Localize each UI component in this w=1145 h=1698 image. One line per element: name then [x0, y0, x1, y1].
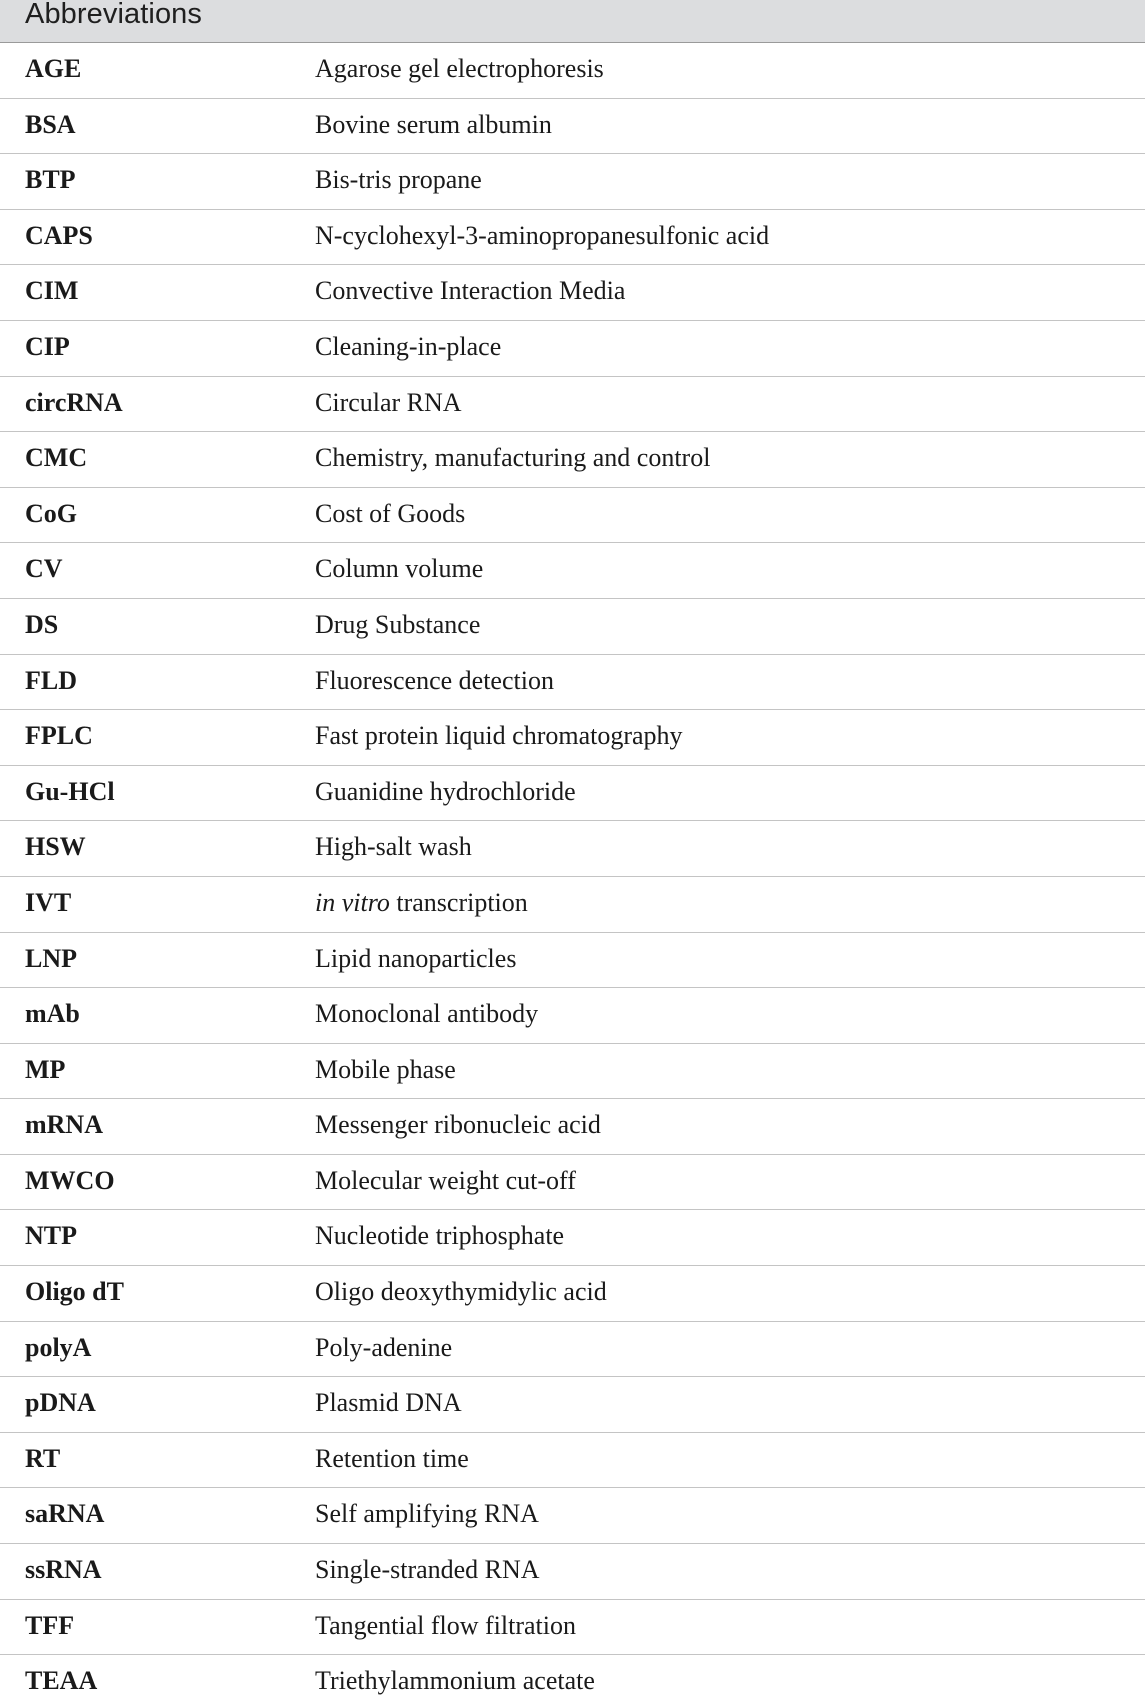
table-row — [0, 210, 1145, 266]
abbreviation-term: CV — [25, 554, 63, 584]
abbreviation-term: CIP — [25, 331, 70, 361]
table-header — [0, 0, 1145, 43]
table-row — [0, 1377, 1145, 1433]
table-row — [0, 43, 1145, 99]
abbreviation-term: FPLC — [25, 721, 93, 751]
abbreviation-definition: Fluorescence detection — [315, 665, 554, 695]
table-row — [0, 488, 1145, 544]
abbreviation-definition: Bis-tris propane — [315, 165, 482, 195]
abbreviation-term: saRNA — [25, 1499, 105, 1529]
abbreviation-definition: Guanidine hydrochloride — [315, 776, 576, 806]
abbreviation-term: TFF — [25, 1610, 75, 1640]
abbreviation-definition: Agarose gel electrophoresis — [315, 54, 604, 83]
abbreviation-definition — [315, 886, 528, 920]
table-row — [0, 265, 1145, 321]
abbreviation-definition: Tangential flow filtration — [315, 1610, 576, 1640]
table-row — [0, 432, 1145, 488]
abbreviation-definition: High-salt wash — [315, 832, 472, 862]
table-title: Abbreviations — [25, 0, 203, 30]
table-row — [0, 1266, 1145, 1322]
abbreviation-definition: Convective Interaction Media — [315, 276, 626, 306]
abbreviation-term: NTP — [25, 1221, 77, 1251]
abbreviation-term: FLD — [25, 665, 77, 695]
table-row — [0, 1044, 1145, 1100]
abbreviation-term: CoG — [25, 498, 77, 528]
abbreviation-term: HSW — [25, 832, 86, 862]
definition-text: transcription — [389, 887, 528, 917]
abbreviation-definition: Cleaning-in-place — [315, 331, 502, 361]
abbreviation-term: LNP — [25, 943, 77, 973]
abbreviation-term: DS — [25, 609, 59, 639]
table-row — [0, 1600, 1145, 1656]
abbreviation-definition: Messenger ribonucleic acid — [315, 1110, 601, 1140]
abbreviation-definition: Retention time — [315, 1443, 469, 1473]
abbreviation-term: BTP — [25, 165, 76, 195]
table-row — [0, 321, 1145, 377]
table-row — [0, 877, 1145, 933]
abbreviation-term: IVT — [25, 887, 72, 917]
abbreviations-table — [0, 43, 1145, 1698]
abbreviation-term: pDNA — [25, 1388, 96, 1418]
table-row — [0, 1210, 1145, 1266]
table-row — [0, 599, 1145, 655]
table-row — [0, 1488, 1145, 1544]
abbreviation-definition: Cost of Goods — [315, 498, 466, 528]
table-row — [0, 1322, 1145, 1378]
table-row — [0, 377, 1145, 433]
abbreviation-term: MWCO — [25, 1165, 115, 1195]
abbreviation-term: TEAA — [25, 1666, 98, 1696]
abbreviation-term: CAPS — [25, 220, 93, 250]
abbreviation-term: Oligo dT — [25, 1277, 124, 1307]
abbreviation-term: CIM — [25, 276, 79, 306]
table-row — [0, 543, 1145, 599]
abbreviation-definition: Drug Substance — [315, 609, 481, 639]
abbreviation-term: MP — [25, 1054, 66, 1084]
table-row — [0, 933, 1145, 989]
abbreviation-term: CMC — [25, 443, 88, 473]
abbreviation-definition: Bovine serum albumin — [315, 109, 552, 139]
abbreviation-definition: Plasmid DNA — [315, 1388, 462, 1418]
abbreviation-definition: Column volume — [315, 554, 484, 584]
abbreviation-definition: Monoclonal antibody — [315, 999, 539, 1029]
abbreviation-term: polyA — [25, 1332, 92, 1362]
table-row — [0, 1155, 1145, 1211]
abbreviation-term: BSA — [25, 109, 76, 139]
table-row — [0, 988, 1145, 1044]
definition-italic-part: in vitro — [315, 887, 390, 917]
abbreviation-definition: Mobile phase — [315, 1054, 456, 1084]
table-row — [0, 1433, 1145, 1489]
abbreviation-definition: Lipid nanoparticles — [315, 943, 517, 973]
table-row — [0, 1544, 1145, 1600]
table-row — [0, 1099, 1145, 1155]
abbreviation-definition: Poly-adenine — [315, 1332, 453, 1362]
table-row — [0, 99, 1145, 155]
abbreviation-definition: Fast protein liquid chromatography — [315, 721, 683, 751]
abbreviation-definition: Circular RNA — [315, 387, 462, 417]
table-row — [0, 710, 1145, 766]
table-row — [0, 821, 1145, 877]
abbreviation-definition: Self amplifying RNA — [315, 1499, 539, 1529]
abbreviation-definition: Nucleotide triphosphate — [315, 1221, 565, 1251]
abbreviation-definition: Triethylammonium acetate — [315, 1666, 595, 1696]
table-row — [0, 655, 1145, 711]
abbreviation-definition: Chemistry, manufacturing and control — [315, 443, 711, 473]
table-row — [0, 1655, 1145, 1698]
abbreviation-term: ssRNA — [25, 1555, 102, 1585]
abbreviation-term: mRNA — [25, 1110, 103, 1140]
abbreviation-definition: N-cyclohexyl-3-aminopropanesulfonic acid — [315, 220, 770, 250]
abbreviation-term: circRNA — [25, 387, 123, 417]
abbreviation-definition: Oligo deoxythymidylic acid — [315, 1277, 607, 1307]
abbreviation-term: mAb — [25, 999, 80, 1029]
abbreviation-term: AGE — [25, 54, 82, 83]
table-row — [0, 766, 1145, 822]
abbreviation-term: Gu-HCl — [25, 776, 115, 806]
abbreviation-term: RT — [25, 1443, 61, 1473]
table-row — [0, 154, 1145, 210]
abbreviation-definition: Molecular weight cut-off — [315, 1165, 576, 1195]
abbreviation-definition: Single-stranded RNA — [315, 1555, 540, 1585]
